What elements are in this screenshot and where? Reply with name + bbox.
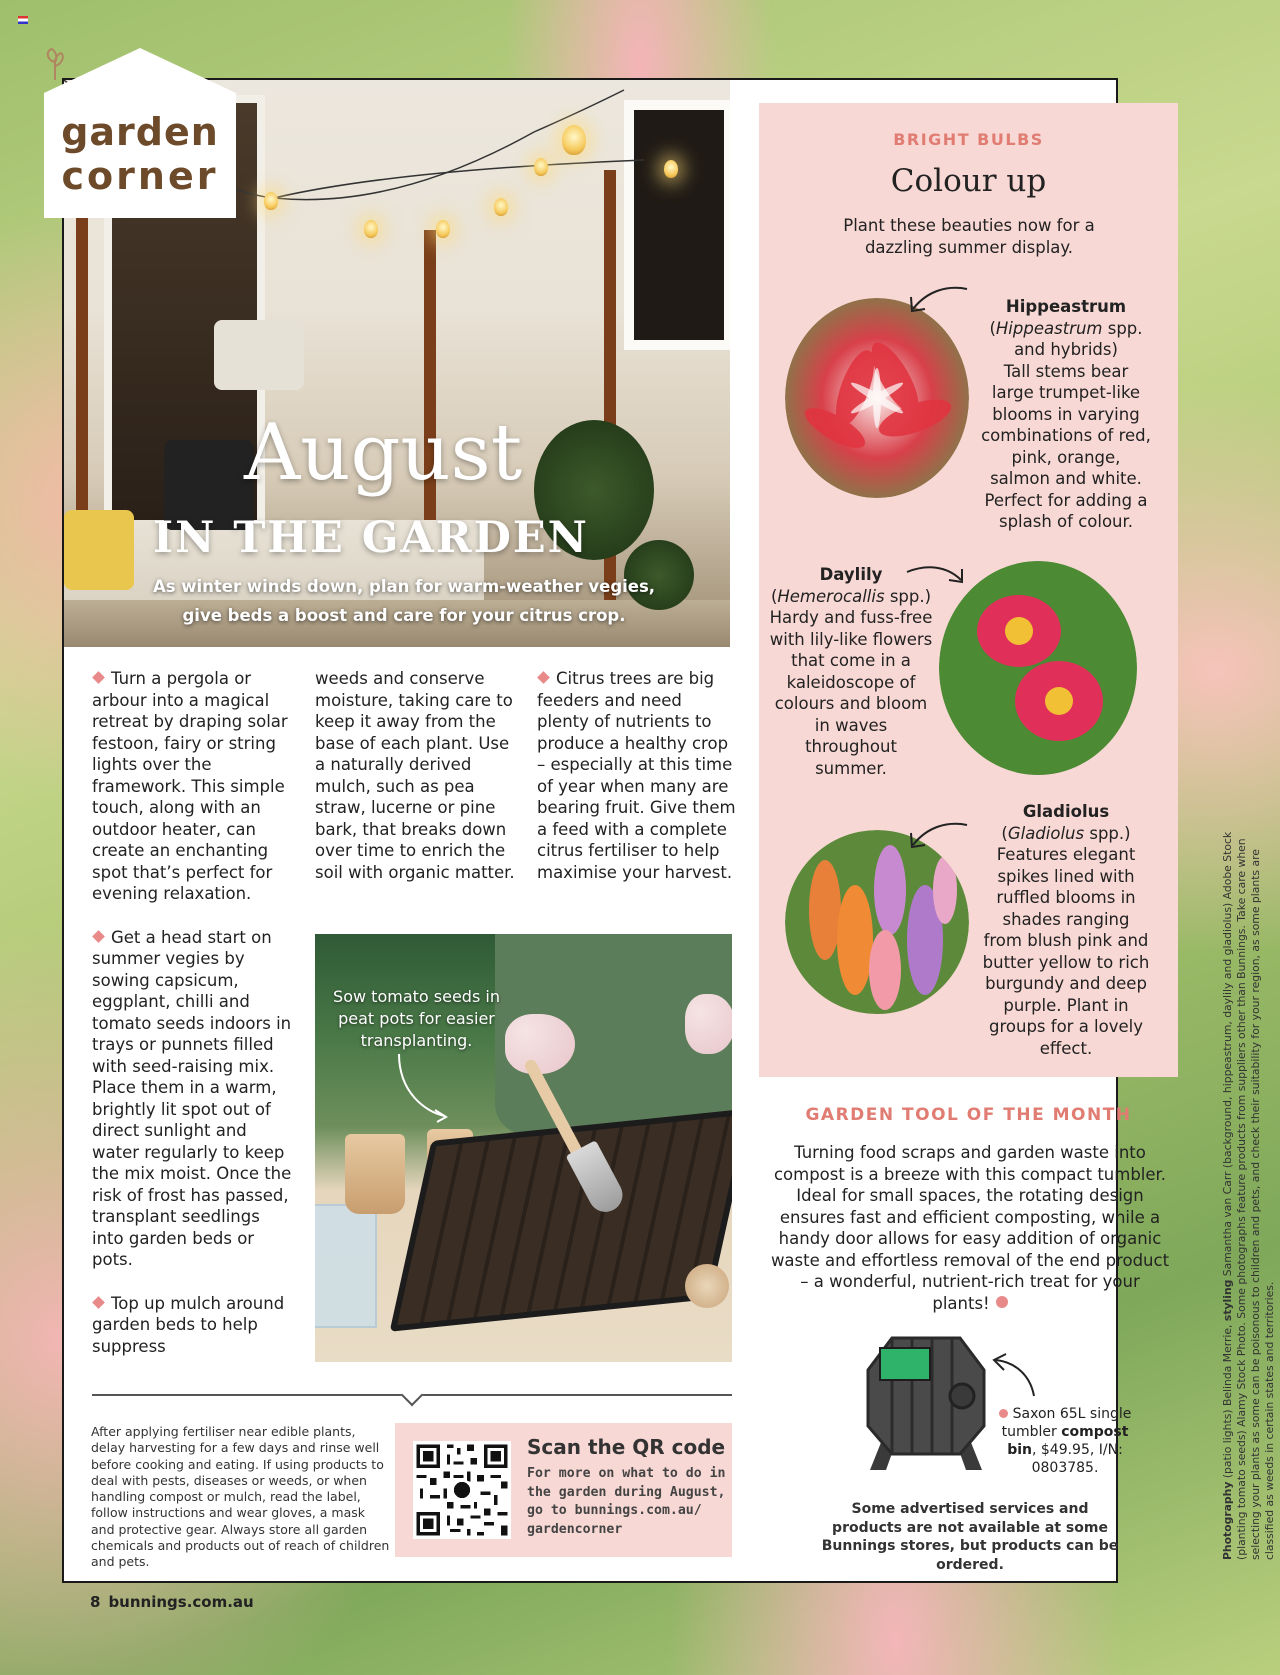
festoon-bulb — [534, 158, 548, 176]
festoon-bulb — [436, 220, 450, 238]
hippeastrum-latin-suffix: spp. and hybrids) — [1014, 318, 1143, 359]
daylily-arrow-icon — [905, 562, 967, 590]
hero-intro-line: give beds a boost and care for your citrus crop. — [182, 606, 626, 625]
price-dot-icon — [999, 1409, 1008, 1418]
article-column-1 — [92, 668, 294, 1379]
daylily-photo — [939, 561, 1137, 776]
daylily-latin-suffix: spp.) — [884, 586, 932, 606]
tip-text: Turn a pergola or arbour into a magical retreat by draping solar festoon, fairy or string lights over the framework. This simple touch, along with an outdoor heater, can create an enchanting spot that’s perfect for evening relaxation. — [92, 669, 288, 903]
credits-text: (patio lights) Belinda Merrie, — [1221, 1321, 1234, 1482]
peat-pot — [345, 1134, 405, 1214]
hippeastrum-desc: Tall stems bear large trumpet-like blooms in varying combinations of red, pink, orange, salmon and white. Perfect for adding a splash of colour. — [981, 361, 1151, 531]
compost-tumbler-image — [862, 1330, 990, 1470]
tool-kicker: GARDEN TOOL OF THE MONTH — [805, 1105, 1132, 1125]
wood-slice — [685, 1264, 729, 1308]
leaf-icon — [44, 48, 66, 80]
page-footer — [90, 1593, 254, 1611]
bulbs-kicker: BRIGHT BULBS — [893, 130, 1044, 149]
tip-text: Top up mulch around garden beds to help suppress — [92, 1293, 285, 1356]
product-name: Saxon 65L single tumbler — [1001, 1406, 1132, 1440]
article-column-2 — [315, 668, 515, 905]
garden-glove — [685, 994, 732, 1054]
gladiolus-photo — [785, 830, 969, 1015]
article-column-3 — [537, 668, 737, 905]
tip-seeds — [92, 927, 294, 1271]
page-number: 8 — [90, 1593, 101, 1611]
credits-text: Samantha van Carr (background, hippeastrum, daylily and gladiolus) Adobe Stock (planting tomato seeds) Alamy Stock Photo. Some photographs feature products from suppliers other than Bunnings. Take care when selecting your plants as some can be poisonous to children and pets, and check their suitability for your region, as some plants are classified as weeds in certain states and territories. — [1221, 831, 1276, 1560]
diamond-bullet-icon — [537, 671, 550, 684]
hippeastrum-latin: Hippeastrum — [995, 318, 1103, 338]
product-name-bold: compost — [1061, 1424, 1129, 1440]
hippeastrum-arrow-icon — [907, 283, 969, 317]
gladiolus-latin: Gladiolus — [1007, 823, 1085, 843]
bulbs-title: Colour up — [890, 163, 1047, 199]
seedling-tray — [390, 1108, 732, 1332]
qr-body: For more on what to do in the garden during August, go to bunnings.com.au/ gardencorner — [527, 1466, 726, 1537]
product-arrow-icon — [990, 1352, 1040, 1398]
tip-pergola — [92, 668, 294, 905]
badge-line-corner: corner — [61, 154, 219, 198]
festoon-bulb — [364, 220, 378, 238]
garden-glove — [505, 1014, 575, 1074]
tip-text: weeds and conserve moisture, taking care to keep it away from the base of each plant. Use a naturally derived mulch, such as pea straw, lucerne or pine bark, that breaks down over time to enrich the soil with organic matter. — [315, 669, 515, 882]
bright-bulbs-panel — [759, 103, 1178, 1077]
site-link[interactable]: bunnings.com.au — [108, 1593, 254, 1611]
tool-body — [770, 1142, 1170, 1314]
product-price — [995, 1405, 1135, 1477]
tip-mulch — [92, 1293, 294, 1358]
gladiolus-text: Gladiolus (Gladiolus spp.) Features elegant spikes lined with ruffled blooms in shades ranging from blush pink and butter yellow to rich burgundy and deep purple. Plant in groups for a lovely effect. — [982, 802, 1150, 1058]
availability-disclaimer: Some advertised services and products are not available at some Bunnings stores, but products can be ordered. — [821, 1501, 1119, 1573]
diamond-bullet-icon — [92, 930, 105, 943]
badge-line-garden: garden — [61, 110, 219, 154]
seed-box — [315, 1204, 377, 1328]
cushion — [214, 320, 304, 390]
qr-code[interactable] — [413, 1441, 511, 1539]
daylily-desc: Hardy and fuss-free with lily-like flowers that come in a kaleidoscope of colours and bloom in waves throughout summer. — [769, 608, 933, 778]
end-dot-icon — [996, 1296, 1008, 1308]
hero-intro — [134, 572, 674, 630]
garden-corner-badge — [44, 48, 236, 218]
photo-credits — [1221, 800, 1277, 1560]
tip-text: Citrus trees are big feeders and need plenty of nutrients to produce a healthy crop – especially at this time of year when many are bearing fruit. Give them a feed with a complete citrus fertiliser to help maximise your harvest. — [537, 669, 736, 882]
daylily-text: Daylily (Hemerocallis spp.) Hardy and fuss-free with lily-like flowers that come in a kaleidoscope of colours and bloom in waves throughout summer. — [769, 565, 933, 778]
product-price-text: , $49.95, I/N: 0803785. — [1031, 1442, 1123, 1476]
photo-caption: Sow tomato seeds in peat pots for easier transplanting. — [333, 987, 500, 1050]
safety-note: After applying fertiliser near edible plants, delay harvesting for a few days and rinse well before cooking and eating. If using products to deal with pests, diseases or weeds, or when handling compost or mulch, read the label, follow instructions and wear gloves, a mask and protective gear. Always store all garden chemicals and products out of reach of children and pets. — [91, 1424, 390, 1570]
gladiolus-latin-suffix: spp.) — [1084, 823, 1131, 843]
qr-callout — [395, 1423, 732, 1557]
daylily-name: Daylily — [819, 565, 883, 584]
hero-subtitle: IN THE GARDEN — [153, 513, 589, 563]
diamond-bullet-icon — [92, 671, 105, 684]
festoon-bulb — [264, 192, 278, 210]
diamond-bullet-icon — [92, 1296, 105, 1309]
gladiolus-desc: Features elegant spikes lined with ruffled blooms in shades ranging from blush pink and butter yellow to rich burgundy and deep purple. Plant in groups for a lovely effect. — [982, 845, 1150, 1058]
hero-intro-line: As winter winds down, plan for warm-weather vegies, — [152, 577, 656, 596]
hippeastrum-name: Hippeastrum — [1005, 297, 1127, 316]
tool-body-text: Turning food scraps and garden waste into compost is a breeze with this compact tumbler. Ideal for small spaces, the rotating design ensures fast and efficient composting, while a handy door allows for easy addition of organic waste and effortless removal of the end product – a wonderful, nutrient-rich treat for your plants! — [770, 1143, 1170, 1313]
qr-title: Scan the QR code — [527, 1435, 726, 1459]
language-flag-icon — [18, 16, 28, 24]
hero-title: August — [243, 408, 523, 498]
credits-label: styling — [1221, 1279, 1234, 1322]
product-name-bold: bin — [1007, 1442, 1032, 1458]
festoon-bulb — [562, 125, 586, 155]
credits-label: Photography — [1221, 1481, 1234, 1560]
hippeastrum-text: Hippeastrum (Hippeastrum spp. and hybrids) Tall stems bear large trumpet-like blooms in varying combinations of red, pink, orange, salmon and white. Perfect for adding a splash of colour. — [981, 297, 1151, 531]
hippeastrum-photo — [785, 298, 969, 498]
daylily-latin: Hemerocallis — [777, 586, 885, 606]
festoon-bulb — [664, 160, 678, 178]
tip-text: Get a head start on summer vegies by sowing capsicum, eggplant, chilli and tomato seeds indoors in trays or punnets filled with seed-raising mix. Place them in a warm, brightly lit spot out of direct sunlight and water regularly to keep the mix moist. Once the risk of frost has passed, transplant seedlings into garden beds or pots. — [92, 927, 292, 1269]
caption-arrow-icon — [395, 1052, 455, 1124]
festoon-bulb — [494, 198, 508, 216]
bulbs-lede: Plant these beauties now for a dazzling summer display. — [843, 216, 1095, 257]
gladiolus-name: Gladiolus — [1022, 802, 1110, 821]
tip-citrus — [537, 668, 737, 883]
tomato-seeds-photo — [315, 934, 732, 1362]
gladiolus-arrow-icon — [907, 819, 969, 853]
